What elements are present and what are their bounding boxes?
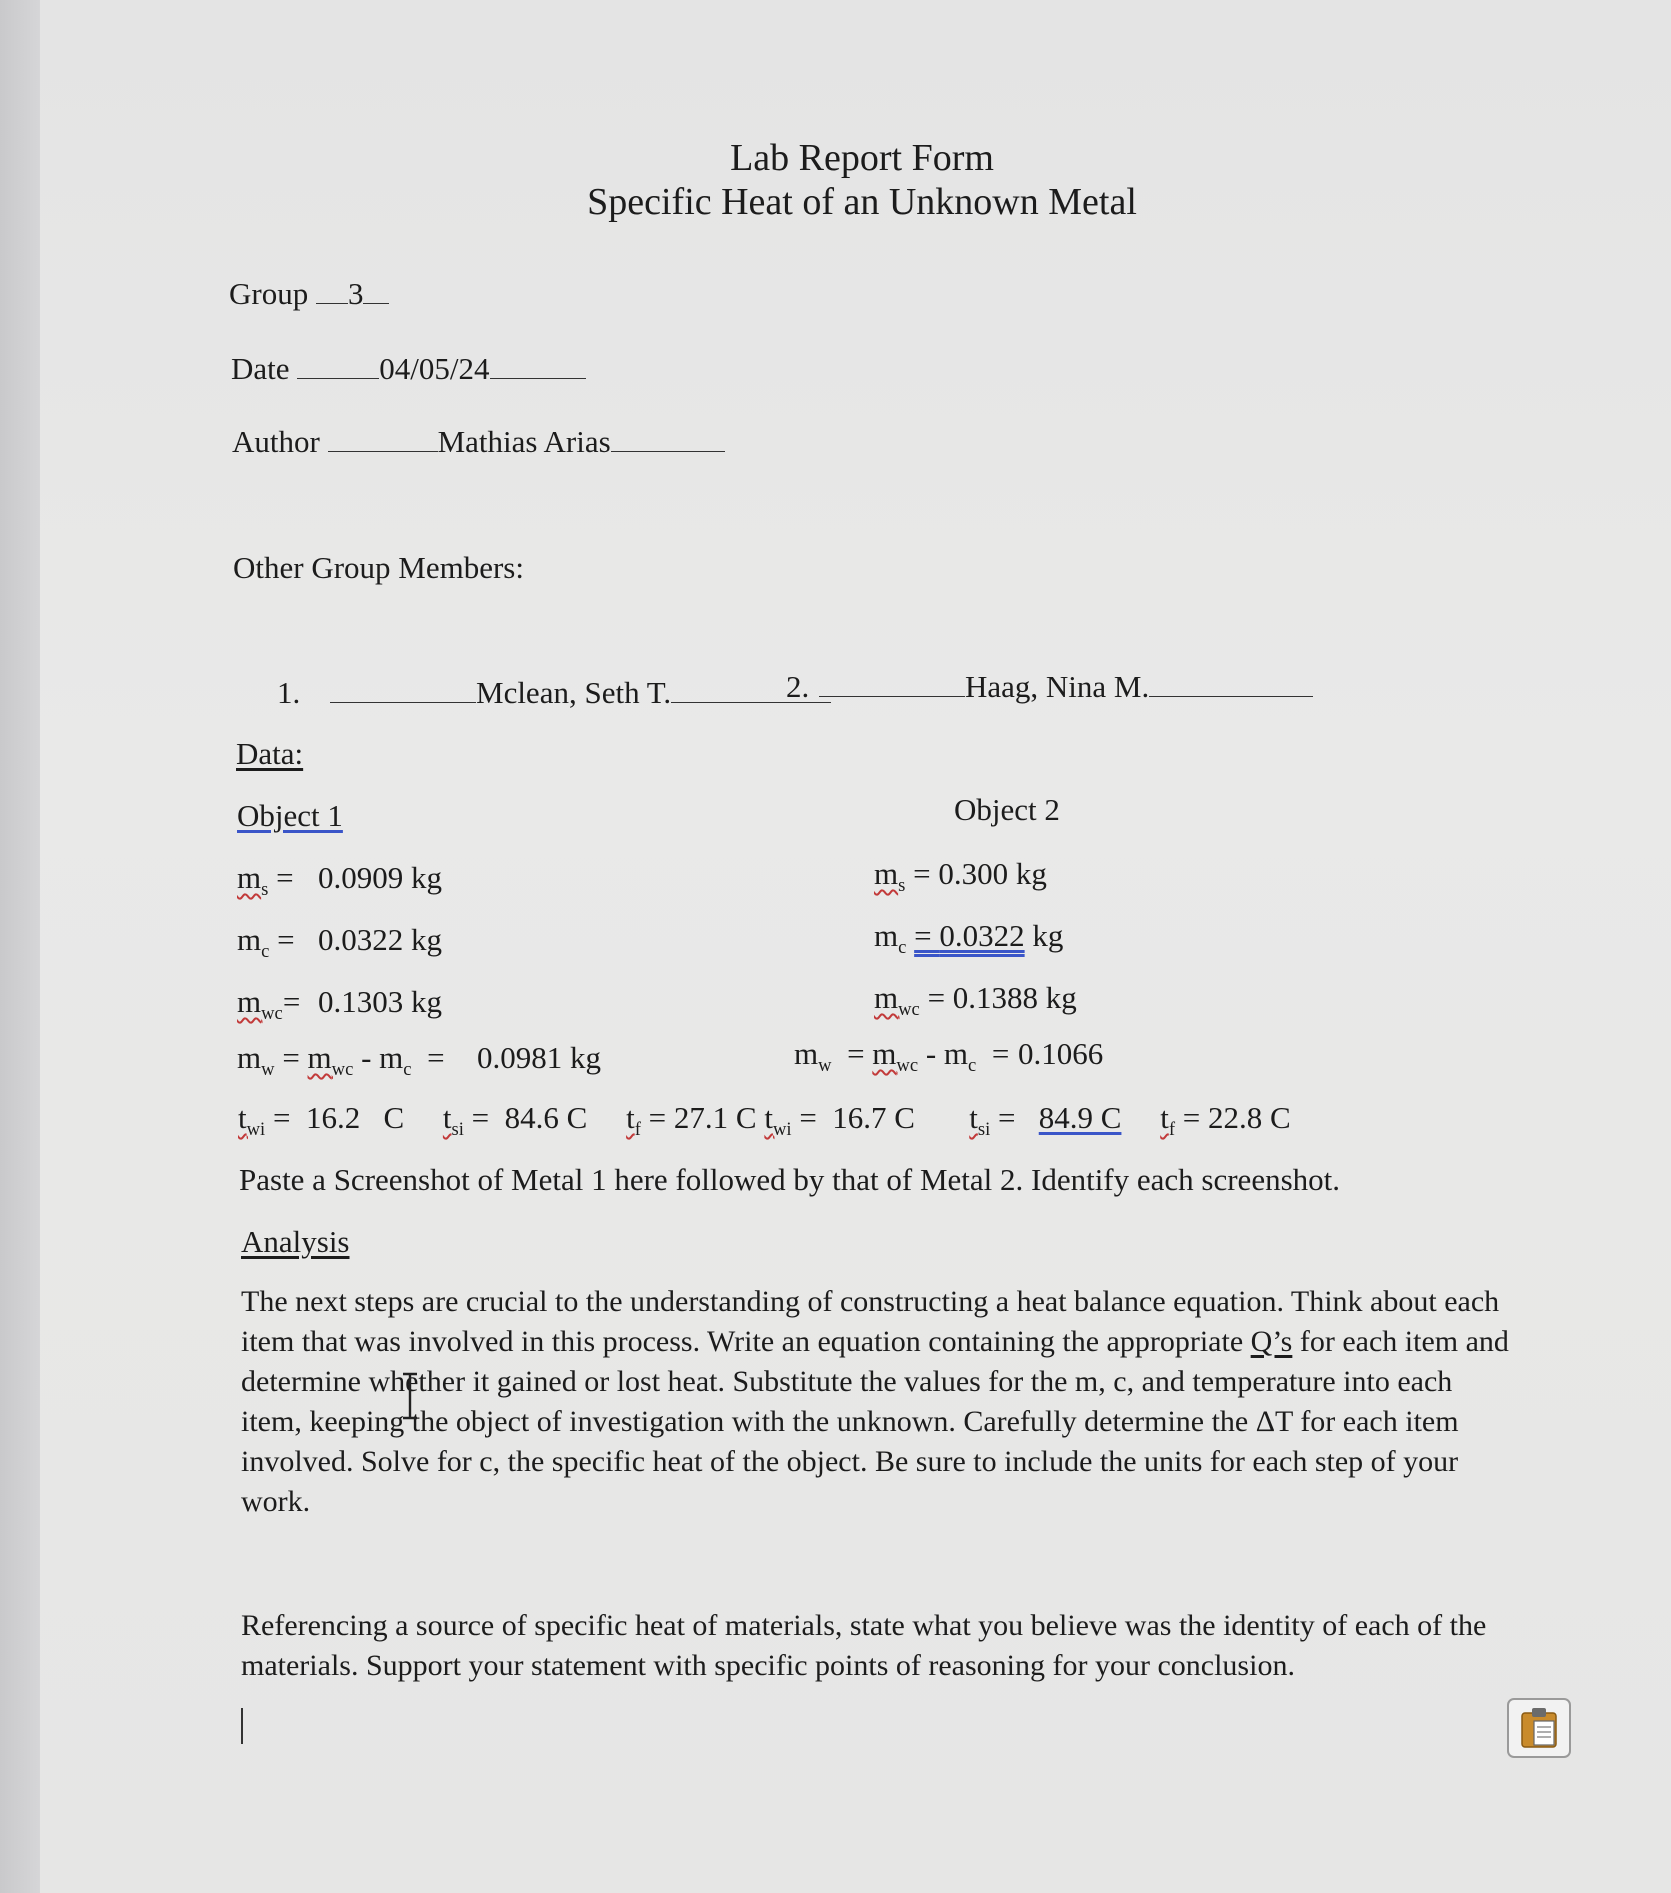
- date-field[interactable]: [231, 351, 586, 387]
- object1-twi-unit: C: [383, 1100, 405, 1135]
- object1-ms-value: 0.0909 kg: [318, 860, 442, 895]
- object1-tsi: 84.6 C: [504, 1100, 588, 1135]
- analysis-paragraph[interactable]: The next steps are crucial to the understanding of constructing a heat balance equation. Think about each item that was involved in this process. Write an equation containing the appropriate Q’s for each item and determine whether it gained or lost heat. Substitute the values for the m, c, and temperature into each item, keeping the object of investigation with the unknown. Carefully determine the ΔT for each item involved. Solve for c, the specific heat of the object. Be sure to include the units for each step of your work.: [241, 1285, 1509, 1518]
- screenshot-instruction: Paste a Screenshot of Metal 1 here followed by that of Metal 2. Identify each screenshot.: [239, 1162, 1340, 1197]
- member-item[interactable]: [277, 675, 831, 711]
- object1-mc-value: 0.0322 kg: [318, 922, 442, 957]
- q-term: Q’s: [1250, 1325, 1293, 1358]
- temperature-row: $t_{wi} = 16.2$ C $t_{si} = 84.6$ C $t_f = 27.1$ C $t_{wi} = 16.7$ C $t_{si} = 84.9$ C $t_f = 22.8$ C: [238, 1100, 1291, 1141]
- object2-mc-value: 0.0322: [939, 918, 1025, 953]
- ibeam-cursor-icon: [400, 1372, 420, 1420]
- analysis-heading: Analysis: [241, 1224, 350, 1259]
- object2-tsi: 84.9 C: [1038, 1100, 1122, 1135]
- text-caret[interactable]: [241, 1708, 243, 1744]
- other-members-heading: Other Group Members:: [233, 550, 524, 585]
- form-subtitle: Specific Heat of an Unknown Metal: [587, 181, 1137, 223]
- object1-title: Object 1: [237, 798, 343, 833]
- object2-title: Object 2: [954, 792, 1060, 827]
- object2-tf: 22.8 C: [1208, 1100, 1291, 1135]
- data-heading: Data:: [236, 736, 304, 771]
- object2-ms-row: $m_s = 0.300$ kg: [874, 856, 1047, 897]
- form-title: Lab Report Form: [730, 137, 994, 179]
- object2-ms-value: 0.300 kg: [938, 856, 1047, 891]
- object1-mw-row: $m_w = m_{wc} - m_c$ =: [237, 1040, 445, 1081]
- object2-mwc-row: $m_{wc} = 0.1388$ kg: [874, 980, 1077, 1021]
- date-value: 04/05/24: [379, 351, 490, 386]
- object2-twi: 16.7 C: [832, 1100, 915, 1135]
- object2-mc-unit: kg: [1032, 918, 1064, 953]
- paste-options-button[interactable]: [1507, 1698, 1571, 1758]
- identity-paragraph[interactable]: Referencing a source of specific heat of materials, state what you believe was the identity of each of the materials. Support your statement with specific points of reasoning for your conclusion.: [241, 1609, 1487, 1682]
- object2-mw-value: 0.1066: [1018, 1036, 1104, 1071]
- group-label: Group: [229, 276, 309, 311]
- member-name: Mclean, Seth T.: [476, 675, 672, 710]
- object1-mwc-value: 0.1303 kg: [318, 984, 442, 1019]
- member-item[interactable]: [786, 669, 1313, 705]
- clipboard-paste-icon: [1520, 1707, 1558, 1749]
- author-label: Author: [232, 424, 320, 459]
- date-label: Date: [231, 351, 290, 386]
- object1-ms-row: $m_s$ =: [237, 860, 294, 901]
- document-page: [40, 0, 1671, 1893]
- author-field[interactable]: [232, 424, 725, 460]
- author-value: Mathias Arias: [437, 424, 611, 459]
- object1-mwc-row: $m_{wc}=$: [237, 984, 301, 1025]
- object2-mwc-value: 0.1388 kg: [952, 980, 1077, 1015]
- group-field[interactable]: [229, 276, 389, 312]
- object2-mc-row: $m_c = 0.0322$ kg: [874, 918, 1064, 959]
- group-value: 3: [347, 276, 364, 311]
- object1-mw-value: 0.0981 kg: [477, 1040, 601, 1075]
- member-number: 1.: [277, 675, 301, 710]
- member-name: Haag, Nina M.: [965, 669, 1150, 704]
- object1-twi: 16.2: [305, 1100, 361, 1135]
- object1-tf: 27.1 C: [673, 1100, 757, 1135]
- object1-mc-row: $m_c$ =: [237, 922, 295, 963]
- member-number: 2.: [786, 669, 810, 704]
- object2-mw-row: $m_w = m_{wc} - m_c$ =: [794, 1036, 1010, 1077]
